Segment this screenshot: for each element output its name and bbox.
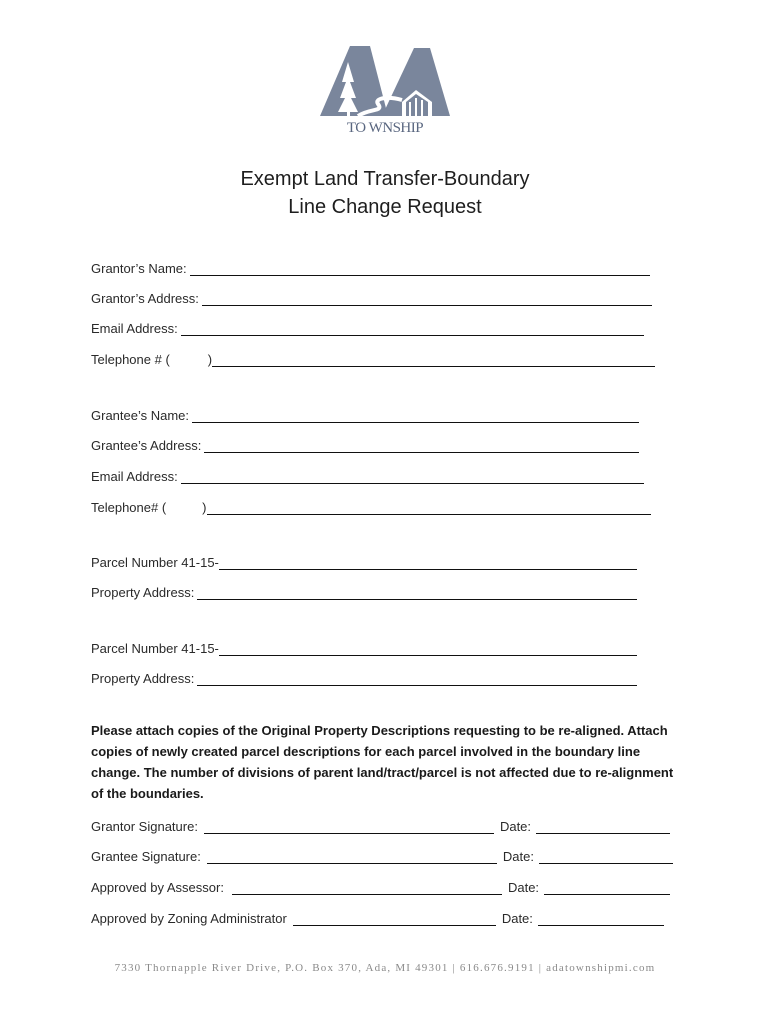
grantee-address-label: Grantee’s Address:: [91, 438, 202, 453]
grantor-name-row: [91, 256, 650, 276]
logo-township-text: TO WNSHIP: [346, 120, 424, 136]
grantee-email-label: Email Address:: [91, 469, 178, 484]
grantee-phone-label: Telephone# (: [91, 500, 167, 515]
grantor-address-label: Grantor’s Address:: [91, 291, 199, 306]
grantor-address-row: [91, 286, 652, 306]
grantor-name-field[interactable]: [190, 260, 650, 276]
grantor-name-label: Grantor’s Name:: [91, 261, 187, 276]
assessor-approval-row: [91, 875, 670, 895]
grantor-date-label: Date:: [499, 819, 532, 834]
grantee-phone-paren: ): [202, 500, 207, 515]
parcel-1-number-row: [91, 550, 637, 570]
grantor-email-label: Email Address:: [91, 321, 178, 336]
assessor-approval-label: Approved by Assessor:: [91, 880, 224, 895]
zoning-date-label: Date:: [501, 911, 533, 926]
grantor-phone-label: Telephone # (: [91, 352, 170, 367]
grantor-signature-row: [91, 814, 670, 834]
grantee-date-label: Date:: [502, 849, 534, 864]
grantor-signature-field[interactable]: [204, 818, 494, 834]
grantee-area-code-field[interactable]: [166, 500, 202, 515]
grantor-email-field[interactable]: [181, 320, 644, 336]
assessor-date-label: Date:: [507, 880, 540, 895]
grantor-date-field[interactable]: [536, 818, 670, 834]
grantor-phone-field[interactable]: [212, 351, 655, 367]
zoning-approval-field[interactable]: [293, 910, 496, 926]
parcel-1-address-label: Property Address:: [91, 585, 195, 600]
parcel-2-address-field[interactable]: [197, 670, 637, 686]
grantee-signature-field[interactable]: [207, 848, 497, 864]
parcel-2-number-row: [91, 636, 637, 656]
form-title-line-1: Exempt Land Transfer-Boundary: [240, 168, 530, 190]
grantor-signature-label: Grantor Signature:: [91, 819, 198, 834]
zoning-approval-row: [91, 906, 664, 926]
grantee-phone-row: [91, 495, 651, 515]
grantor-area-code-field[interactable]: [170, 352, 208, 367]
grantee-name-field[interactable]: [192, 407, 639, 423]
grantee-date-field[interactable]: [539, 848, 673, 864]
grantor-address-field[interactable]: [202, 290, 652, 306]
grantee-signature-label: Grantee Signature:: [91, 849, 201, 864]
grantee-email-field[interactable]: [181, 468, 644, 484]
parcel-2-number-field[interactable]: [219, 640, 637, 656]
parcel-1-number-field[interactable]: [219, 554, 637, 570]
footer-contact: 7330 Thornapple River Drive, P.O. Box 370, Ada, MI 49301 | 616.676.9191 | adatownshipmi.com: [114, 962, 656, 974]
zoning-date-field[interactable]: [538, 910, 664, 926]
grantor-phone-row: [91, 347, 655, 367]
parcel-2-number-label: Parcel Number 41-15-: [91, 641, 219, 656]
grantee-name-label: Grantee’s Name:: [91, 408, 190, 423]
grantee-address-row: [91, 433, 639, 453]
grantee-phone-field[interactable]: [207, 499, 651, 515]
parcel-1-number-label: Parcel Number 41-15-: [91, 555, 219, 570]
assessor-date-field[interactable]: [544, 879, 670, 895]
parcel-1-address-row: [91, 580, 637, 600]
parcel-2-address-row: [91, 666, 637, 686]
grantee-address-field[interactable]: [204, 437, 639, 453]
form-title-line-2: Line Change Request: [288, 196, 482, 218]
parcel-1-address-field[interactable]: [197, 584, 637, 600]
grantee-signature-row: [91, 844, 673, 864]
grantor-email-row: [91, 316, 644, 336]
assessor-approval-field[interactable]: [232, 879, 502, 895]
grantee-name-row: [91, 403, 639, 423]
parcel-2-address-label: Property Address:: [91, 671, 195, 686]
zoning-approval-label: Approved by Zoning Administrator: [91, 911, 287, 926]
instructions-paragraph: Please attach copies of the Original Property Descriptions requesting to be re-aligned. Attach copies of newly created parcel descriptions for each parcel involved in the boundary line change. The number of divisions of parent land/tract/parcel is not affected due to re-alignment of the boundaries.: [91, 723, 674, 801]
grantor-phone-paren: ): [207, 352, 213, 367]
grantee-email-row: [91, 464, 644, 484]
